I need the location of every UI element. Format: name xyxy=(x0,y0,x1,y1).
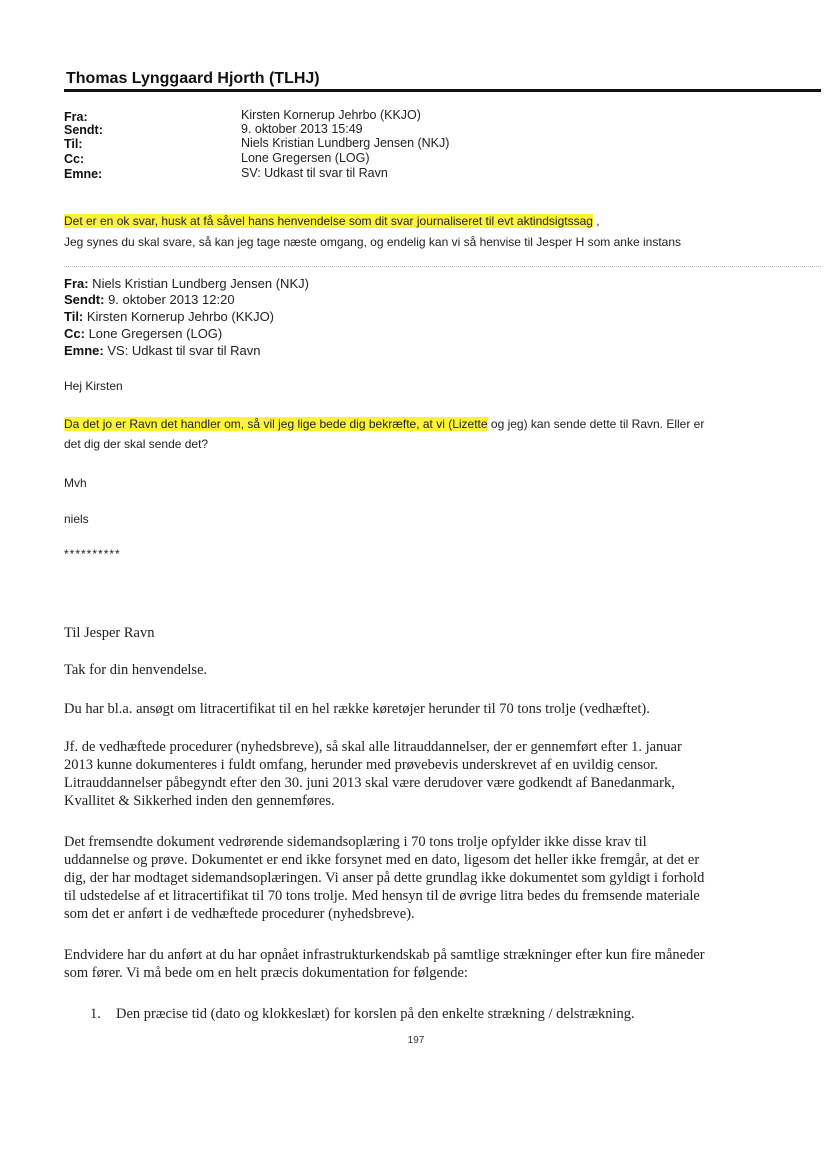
fwd-sent: Sendt: 9. oktober 2013 12:20 xyxy=(64,292,235,307)
letter-p4-l1: Endvidere har du anført at du har opnået infrastrukturkendskab på samtlige strækninger efter kun fire måneder xyxy=(64,947,705,963)
fwd-name: niels xyxy=(64,512,89,526)
fwd-body-highlight: Da det jo er Ravn det handler om, så vil jeg lige bede dig bekræfte, at vi (Lizette xyxy=(64,417,488,431)
header-label-sent: Sendt: xyxy=(64,123,103,137)
list-item-number: 1. xyxy=(90,1006,101,1022)
page-number: 197 xyxy=(407,1035,425,1046)
letter-p3-l2: uddannelse og prøve. Dokumentet er end ikke forsynet med en dato, ligesom det heller ikke fremgår, at det er xyxy=(64,852,700,868)
letter-p2-l3: Litrauddannelser påbegyndt efter den 30. juni 2013 skal være derudover være godkendt af Banedanmark, xyxy=(64,775,675,791)
fwd-subject: Emne: VS: Udkast til svar til Ravn xyxy=(64,343,261,358)
letter-p3-l4: til udstedelse af et litracertifikat til 70 tons trolje. Med hensyn til de øvrige litra bedes du fremsende materiale xyxy=(64,888,700,904)
header-label-cc: Cc: xyxy=(64,152,85,166)
header-value-sent: 9. oktober 2013 15:49 xyxy=(241,122,363,136)
list-item-text: Den præcise tid (dato og klokkeslæt) for korslen på den enkelte strækning / delstrækning. xyxy=(116,1006,635,1022)
letter-p2-l4: Kvallitet & Sikkerhed inden den gennemføres. xyxy=(64,793,335,809)
document-title: Thomas Lynggaard Hjorth (TLHJ) xyxy=(66,70,320,87)
fwd-body-line-1 xyxy=(64,417,704,431)
letter-p3-l3: dig, der har modtaget sidemandsoplæringen. Vi anser på dette grundlag ikke dokumentet som gyldigt i forhold xyxy=(64,870,705,886)
header-label-to: Til: xyxy=(64,137,83,151)
header-value-subject: SV: Udkast til svar til Ravn xyxy=(241,166,388,180)
fwd-signoff: Mvh xyxy=(64,476,87,490)
letter-p2-l2: 2013 kunne dokumenteres i fuldt omfang, herunder med prøvebevis underskrevet af en uvildig censor. xyxy=(64,757,658,773)
fwd-greeting: Hej Kirsten xyxy=(64,379,123,393)
fwd-body-line-2: det dig der skal sende det? xyxy=(64,437,209,451)
letter-p3-l5: som det er anført i de vedhæftede procedurer (nyhedsbreve). xyxy=(64,906,415,922)
header-label-subject: Emne: xyxy=(64,167,103,181)
reply-line-2: Jeg synes du skal svare, så kan jeg tage næste omgang, og endelig kan vi så henvise til Jesper H som anke instans xyxy=(64,235,682,249)
fwd-from: Fra: Niels Kristian Lundberg Jensen (NKJ) xyxy=(64,276,309,291)
header-value-to: Niels Kristian Lundberg Jensen (NKJ) xyxy=(241,136,450,150)
reply-highlight: Det er en ok svar, husk at få såvel hans henvendelse som dit svar journaliseret til evt aktindsigtssag xyxy=(64,214,593,228)
letter-p2-l1: Jf. de vedhæftede procedurer (nyhedsbreve), så skal alle litrauddannelser, der er gennemført efter 1. januar xyxy=(64,739,682,755)
fwd-body-rest: og jeg) kan sende dette til Ravn. Eller er xyxy=(487,417,705,431)
fwd-stars: ********** xyxy=(64,547,121,561)
header-label-from: Fra: xyxy=(64,110,88,124)
letter-p4-l2: som fører. Vi må bede om en helt præcis dokumentation for følgende: xyxy=(64,965,468,981)
reply-line-1 xyxy=(64,214,600,228)
letter-thanks: Tak for din henvendelse. xyxy=(64,662,208,678)
letter-salutation: Til Jesper Ravn xyxy=(64,625,155,641)
separator xyxy=(64,266,821,267)
header-value-cc: Lone Gregersen (LOG) xyxy=(241,151,370,165)
fwd-to: Til: Kirsten Kornerup Jehrbo (KKJO) xyxy=(64,309,275,324)
fwd-cc: Cc: Lone Gregersen (LOG) xyxy=(64,326,223,341)
letter-p1: Du har bl.a. ansøgt om litracertifikat til en hel række køretøjer herunder til 70 tons trolje (vedhæftet). xyxy=(64,701,650,717)
reply-highlight-tail: , xyxy=(592,214,600,228)
title-rule xyxy=(64,89,821,92)
letter-p3-l1: Det fremsendte dokument vedrørende sidemandsoplæring i 70 tons trolje opfylder ikke disse krav til xyxy=(64,834,647,850)
header-value-from: Kirsten Kornerup Jehrbo (KKJO) xyxy=(241,108,421,122)
